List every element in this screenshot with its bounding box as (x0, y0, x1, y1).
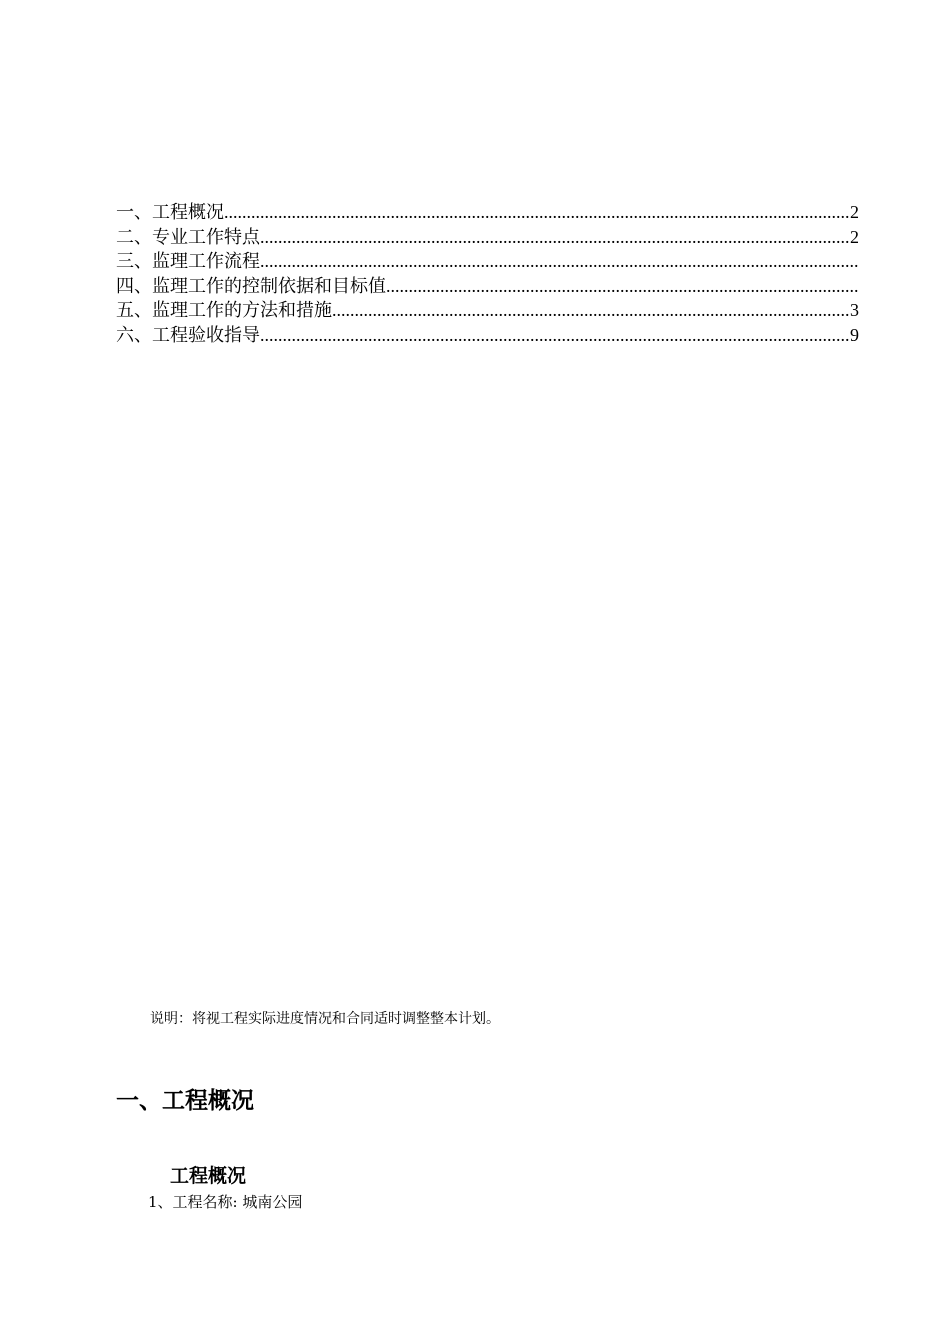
explanatory-note: 说明：将视工程实际进度情况和合同适时调整整本计划。 (150, 1011, 500, 1027)
toc-entry-title: 一、工程概况 (116, 202, 224, 223)
toc-entry-page: 2 (850, 202, 859, 222)
toc-entry[interactable] (116, 200, 859, 225)
toc-entry-page: 3 (850, 300, 859, 321)
toc-entry[interactable] (116, 298, 859, 323)
toc-dot-leader (260, 323, 850, 347)
toc-entry[interactable] (116, 274, 859, 299)
toc-entry-title: 六、工程验收指导 (116, 324, 260, 346)
toc-dot-leader (260, 249, 859, 273)
toc-entry-page: 9 (850, 324, 859, 345)
toc-entry[interactable] (116, 249, 859, 274)
toc-dot-leader (224, 200, 850, 224)
toc-entry-title: 五、监理工作的方法和措施 (116, 300, 332, 322)
toc-entry-page: 2 (850, 226, 859, 247)
toc-entry-title: 三、监理工作流程 (116, 251, 260, 273)
toc-entry[interactable] (116, 323, 859, 348)
table-of-contents (116, 200, 859, 348)
toc-dot-leader (260, 225, 850, 249)
subsection-heading: 工程概况 (170, 1165, 247, 1187)
section-heading: 一、工程概况 (116, 1088, 254, 1114)
toc-dot-leader (332, 298, 850, 322)
project-name-line: 1、工程名称: 城南公园 (148, 1193, 303, 1211)
toc-entry[interactable] (116, 225, 859, 250)
toc-dot-leader (386, 274, 859, 298)
toc-entry-title: 四、监理工作的控制依据和目标值 (116, 275, 386, 297)
toc-entry-title: 二、专业工作特点 (116, 226, 260, 248)
